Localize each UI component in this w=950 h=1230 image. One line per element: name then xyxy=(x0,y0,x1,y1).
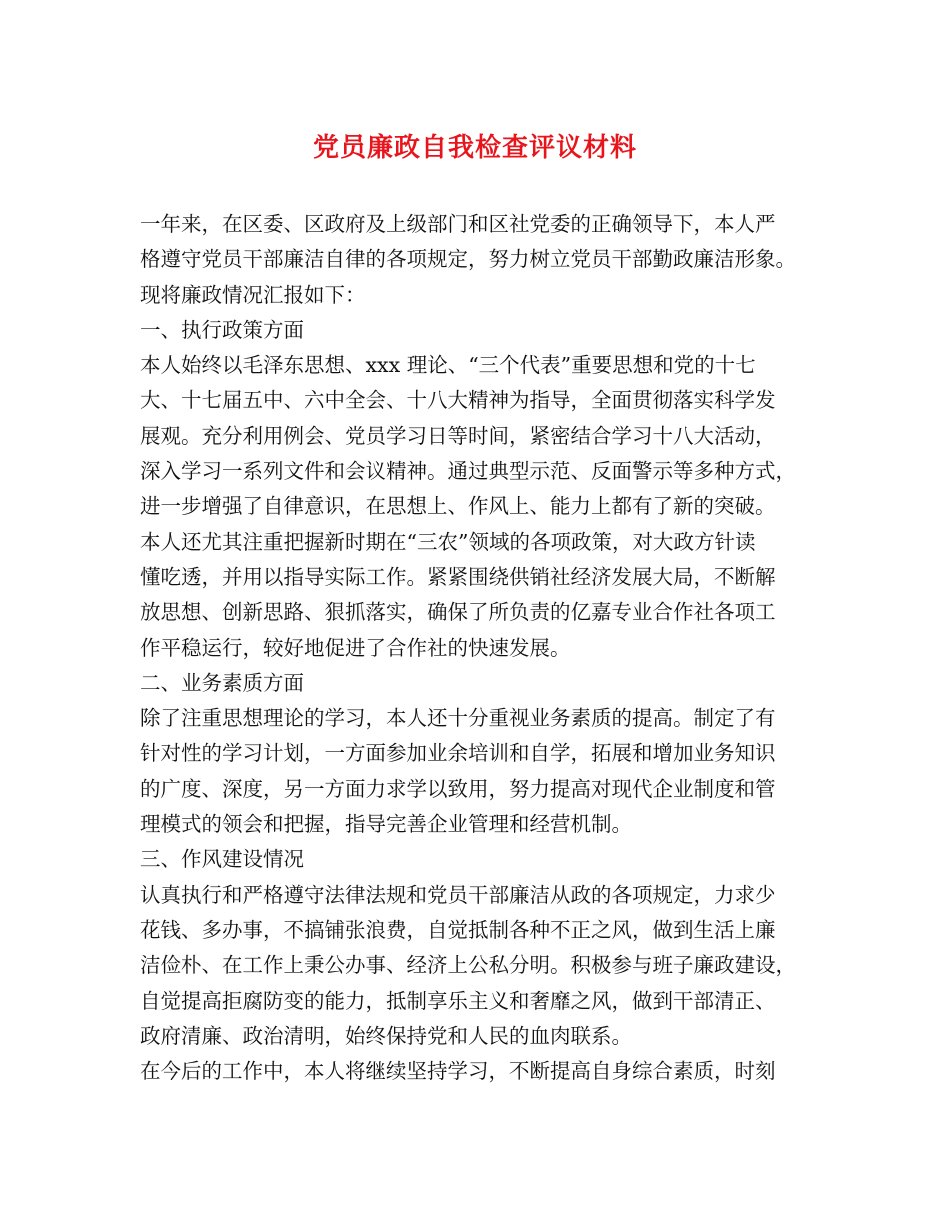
body-line: 在今后的工作中，本人将继续坚持学习，不断提高自身综合素质，时刻 xyxy=(140,1059,776,1084)
section-heading-quality: 二、业务素质方面 xyxy=(140,670,304,695)
body-line: 作平稳运行，较好地促进了合作社的快速发展。 xyxy=(140,635,571,660)
body-line: 花钱、多办事，不搞铺张浪费，自觉抵制各种不正之风，做到生活上廉 xyxy=(140,917,776,942)
body-line: 进一步增强了自律意识，在思想上、作风上、能力上都有了新的突破。 xyxy=(140,494,776,519)
body-line: 洁俭朴、在工作上秉公办事、经济上公私分明。积极参与班子廉政建设， xyxy=(140,953,796,978)
body-line: 理模式的领会和把握，指导完善企业管理和经营机制。 xyxy=(140,812,632,837)
body-line: 大、十七届五中、六中全会、十八大精神为指导，全面贯彻落实科学发 xyxy=(140,388,776,413)
body-line: 放思想、创新思路、狠抓落实，确保了所负责的亿嘉专业合作社各项工 xyxy=(140,600,776,625)
body-line: 自觉提高拒腐防变的能力，抵制享乐主义和奢靡之风，做到干部清正、 xyxy=(140,988,776,1013)
body-line: 的广度、深度，另一方面力求学以致用，努力提高对现代企业制度和管 xyxy=(140,776,776,801)
section-heading-policy: 一、执行政策方面 xyxy=(140,317,304,342)
body-line: 懂吃透，并用以指导实际工作。紧紧围绕供销社经济发展大局，不断解 xyxy=(140,564,776,589)
body-line: 本人始终以毛泽东思想、xxx 理论、“三个代表”重要思想和党的十七 xyxy=(140,353,756,378)
document-body xyxy=(140,207,830,1089)
section-heading-conduct: 三、作风建设情况 xyxy=(140,847,304,872)
body-line: 深入学习一系列文件和会议精神。通过典型示范、反面警示等多种方式， xyxy=(140,459,796,484)
body-line: 格遵守党员干部廉洁自律的各项规定，努力树立党员干部勤政廉洁形象。 xyxy=(140,247,796,272)
body-line: 认真执行和严格遵守法律法规和党员干部廉洁从政的各项规定，力求少 xyxy=(140,882,776,907)
body-line: 本人还尤其注重把握新时期在“三农”领域的各项政策，对大政方针读 xyxy=(140,529,756,554)
body-line: 针对性的学习计划，一方面参加业余培训和自学，拓展和增加业务知识 xyxy=(140,741,776,766)
body-line: 除了注重思想理论的学习，本人还十分重视业务素质的提高。制定了有 xyxy=(140,706,776,731)
document-title: 党员廉政自我检查评议材料 xyxy=(312,133,637,163)
body-line: 展观。充分利用例会、党员学习日等时间，紧密结合学习十八大活动， xyxy=(140,423,776,448)
body-line: 政府清廉、政治清明，始终保持党和人民的血肉联系。 xyxy=(140,1023,632,1048)
body-line: 一年来，在区委、区政府及上级部门和区社党委的正确领导下，本人严 xyxy=(140,212,776,236)
body-line: 现将廉政情况汇报如下： xyxy=(140,282,366,307)
